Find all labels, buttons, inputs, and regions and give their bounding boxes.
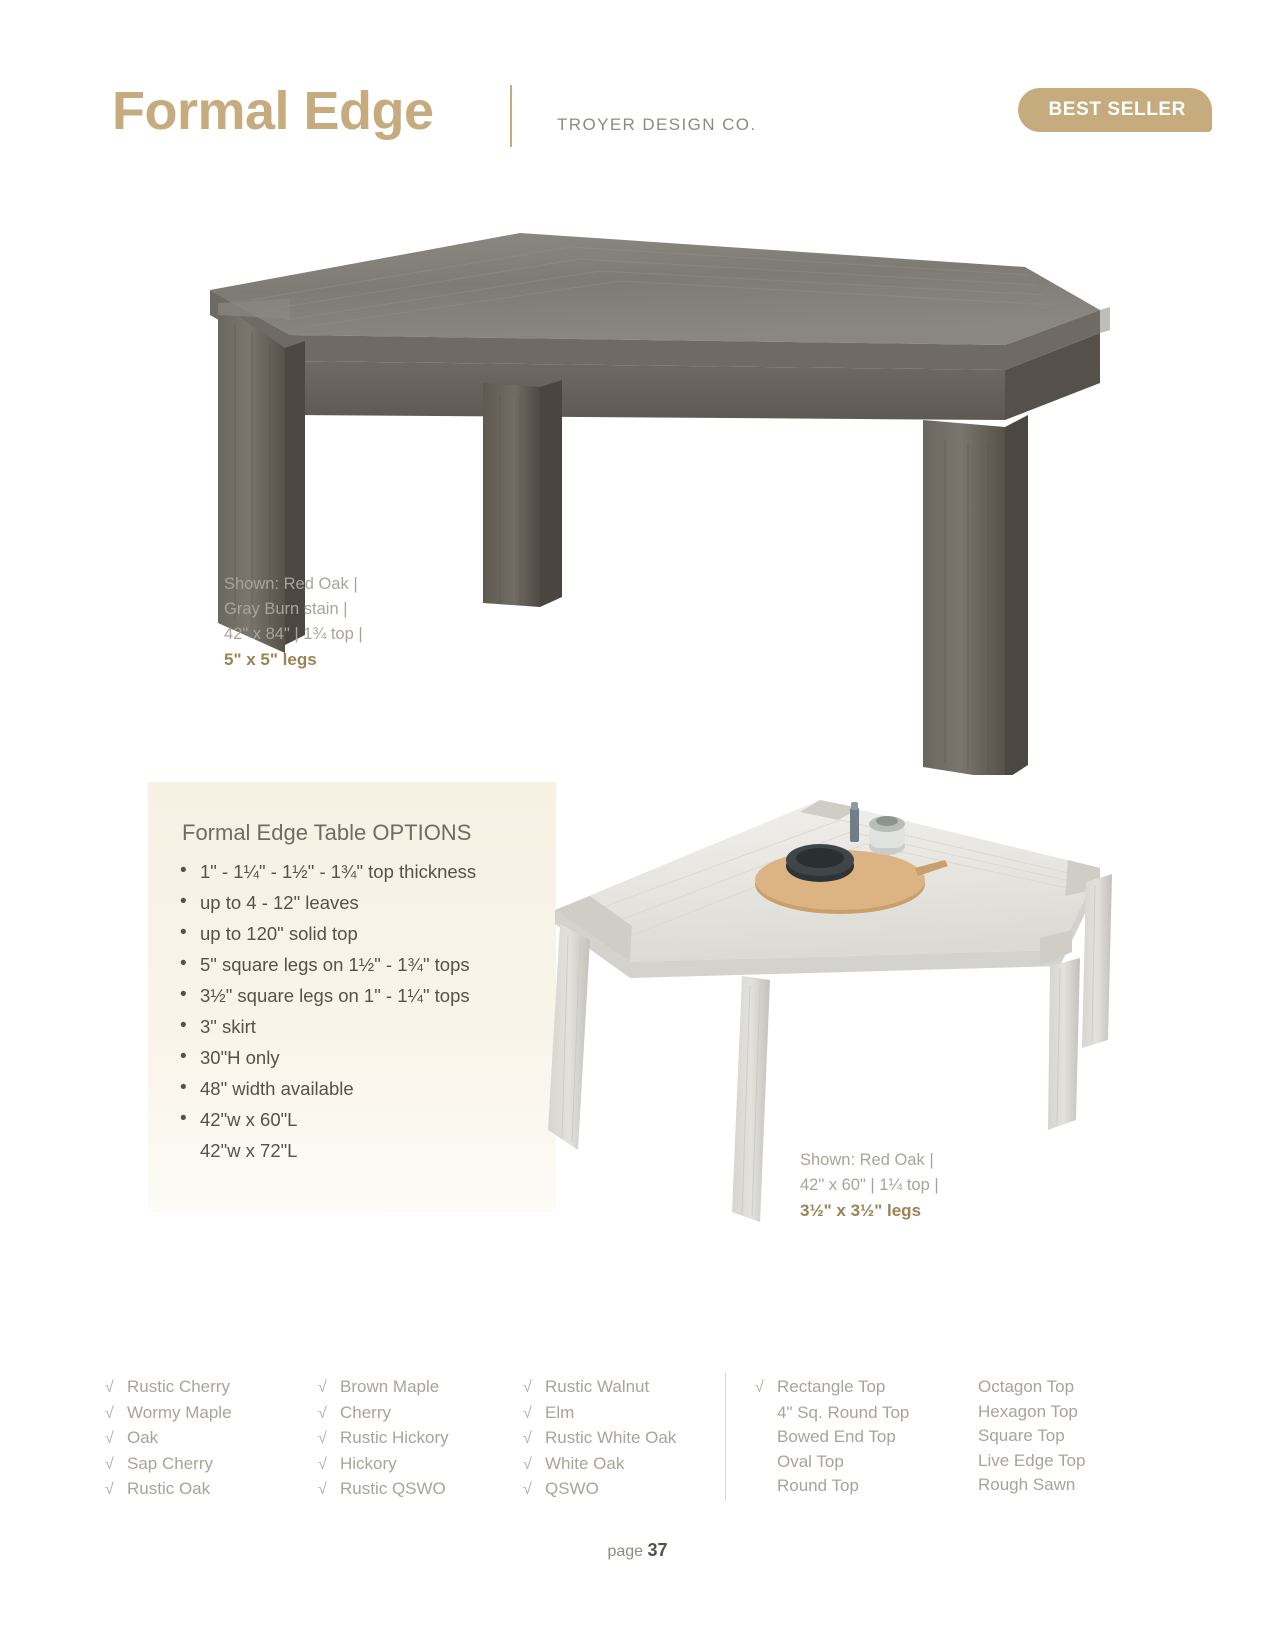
option-item: • 3½" square legs on 1" - 1¼" tops	[168, 980, 588, 1011]
list-item-label: Sap Cherry	[127, 1453, 213, 1473]
page-number	[0, 1540, 1275, 1561]
check-icon: √	[523, 1379, 532, 1396]
list-item-label: Octagon Top	[978, 1377, 1075, 1396]
option-item: 42"w x 72"L	[200, 1140, 298, 1161]
list-item-label: QSWO	[545, 1479, 599, 1498]
list-item-label: Live Edge Top	[978, 1450, 1086, 1470]
option-item: • 1" - 1¼" - 1½" - 1¾" top thickness	[168, 856, 588, 887]
list-item	[978, 1400, 1085, 1425]
top-shapes-col-2	[978, 1375, 1085, 1498]
check-icon: √	[318, 1481, 327, 1498]
brand-name: TROYER DESIGN CO.	[557, 115, 757, 134]
list-item	[105, 1401, 232, 1427]
list-item	[755, 1450, 909, 1475]
list-item-label: Oval Top	[777, 1451, 844, 1471]
list-item-label: White Oak	[545, 1453, 625, 1473]
dark-dining-table-illustration	[100, 215, 1110, 775]
list-item	[755, 1375, 909, 1401]
page-header	[0, 0, 1275, 180]
list-item-label: Cherry	[340, 1402, 392, 1422]
check-icon: √	[755, 1379, 764, 1396]
option-item: • 48" width available	[168, 1073, 588, 1104]
option-item: • up to 120" solid top	[168, 918, 588, 949]
top-shapes-col-1	[755, 1375, 909, 1499]
list-item-label: Hexagon Top	[978, 1401, 1078, 1421]
list-item-label: Rectangle Top	[777, 1377, 886, 1396]
list-item	[318, 1426, 449, 1452]
list-item	[755, 1401, 909, 1426]
list-item-label: Elm	[545, 1402, 575, 1422]
list-item-label: Brown Maple	[340, 1377, 440, 1396]
wood-species-col-2	[318, 1375, 449, 1503]
list-item-label: Oak	[127, 1428, 159, 1447]
list-item-label: Square Top	[978, 1426, 1065, 1445]
list-item-label: Rustic Walnut	[545, 1377, 650, 1396]
wood-species-col-1	[105, 1375, 232, 1503]
list-item	[105, 1426, 232, 1452]
check-icon: √	[105, 1430, 114, 1447]
list-item	[105, 1375, 232, 1401]
secondary-caption-line-3: 3½" x 3½" legs	[800, 1201, 922, 1220]
list-item	[105, 1452, 232, 1478]
check-icon: √	[523, 1430, 532, 1447]
best-seller-badge: BEST SELLER	[1018, 88, 1212, 132]
option-item: • 30"H only	[168, 1042, 588, 1073]
check-icon: √	[105, 1481, 114, 1498]
list-item-label: Rustic QSWO	[340, 1479, 446, 1498]
option-item: • 5" square legs on 1½" - 1¾" tops	[168, 949, 588, 980]
list-item	[978, 1473, 1085, 1498]
page-label: page	[607, 1543, 644, 1560]
list-item-label: Hickory	[340, 1453, 397, 1473]
list-item-label: Wormy Maple	[127, 1402, 232, 1422]
option-item: • up to 4 - 12" leaves	[168, 887, 588, 918]
check-icon: √	[318, 1430, 327, 1447]
list-item-label: Rough Sawn	[978, 1475, 1076, 1494]
list-item	[523, 1426, 676, 1452]
footer-option-lists	[100, 1375, 1180, 1505]
secondary-caption	[800, 1148, 1130, 1223]
page-title: Formal Edge	[112, 81, 434, 141]
hero-caption-line-3: 42" x 84" | 1¾ top |	[224, 625, 363, 643]
list-item	[318, 1477, 449, 1503]
check-icon: √	[105, 1455, 114, 1473]
list-item-label: Rustic Oak	[127, 1479, 211, 1498]
check-icon: √	[105, 1404, 114, 1422]
check-icon: √	[523, 1481, 532, 1498]
list-item-label: Bowed End Top	[777, 1427, 896, 1446]
list-item	[978, 1449, 1085, 1474]
list-item	[318, 1375, 449, 1401]
list-item	[755, 1474, 909, 1499]
hero-caption-line-1: Shown: Red Oak |	[224, 575, 358, 593]
list-item	[523, 1401, 676, 1427]
options-title: Formal Edge Table OPTIONS	[182, 820, 472, 845]
list-item	[523, 1452, 676, 1478]
list-item	[978, 1424, 1085, 1449]
list-item-label: Rustic Hickory	[340, 1428, 449, 1447]
list-item	[523, 1375, 676, 1401]
page-number-value: 37	[647, 1540, 668, 1560]
option-item: • 3" skirt	[168, 1011, 588, 1042]
hero-caption-line-4: 5" x 5" legs	[224, 650, 317, 669]
hero-table-image	[100, 215, 1110, 775]
list-item-label: Round Top	[777, 1476, 859, 1495]
secondary-caption-line-2: 42" x 60" | 1¼ top |	[800, 1176, 939, 1194]
list-item	[318, 1452, 449, 1478]
list-item	[105, 1477, 232, 1503]
option-item: • 42"w x 60"L	[168, 1104, 588, 1135]
list-item	[318, 1401, 449, 1427]
check-icon: √	[523, 1404, 532, 1422]
list-item-label: Rustic Cherry	[127, 1377, 230, 1396]
list-item	[523, 1477, 676, 1503]
secondary-caption-line-1: Shown: Red Oak |	[800, 1151, 934, 1169]
list-item-label: Rustic White Oak	[545, 1428, 677, 1447]
list-item	[755, 1425, 909, 1450]
check-icon: √	[105, 1379, 114, 1396]
list-item	[978, 1375, 1085, 1400]
hero-caption-line-2: Gray Burn stain |	[224, 600, 348, 618]
wood-species-col-3	[523, 1375, 676, 1503]
footer-divider	[725, 1373, 726, 1501]
check-icon: √	[318, 1404, 327, 1422]
check-icon: √	[318, 1455, 327, 1473]
hero-caption	[224, 572, 524, 672]
check-icon: √	[523, 1455, 532, 1473]
list-item-label: 4" Sq. Round Top	[777, 1402, 910, 1422]
title-divider	[510, 85, 512, 147]
check-icon: √	[318, 1379, 327, 1396]
